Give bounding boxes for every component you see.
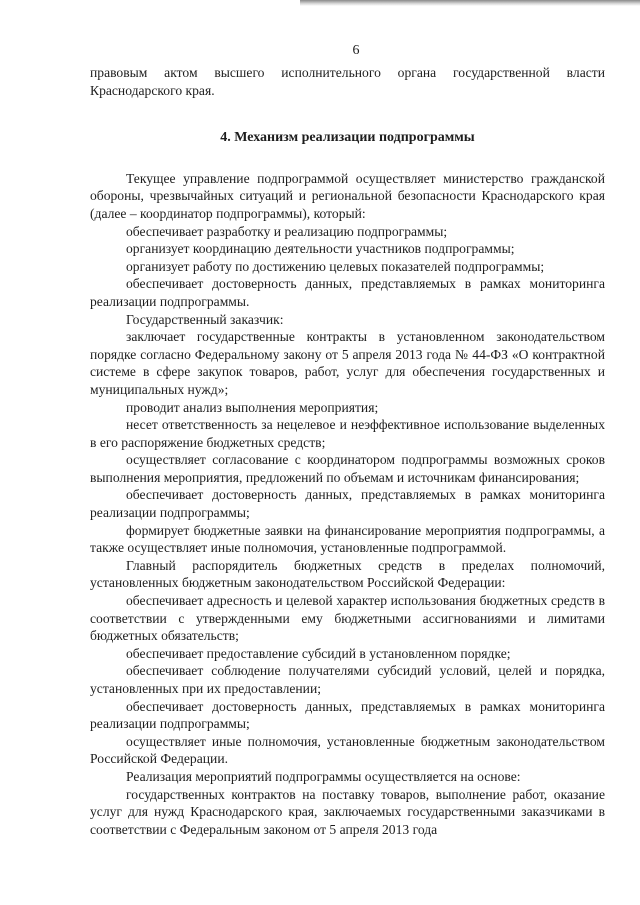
paragraph: обеспечивает адресность и целевой характер использования бюджетных средств в соответствии с утвержденными ему бюджетными ассигнованиями и лимитами бюджетных обязательств; [90, 593, 605, 644]
paragraph: формирует бюджетные заявки на финансирование мероприятия подпрограммы, а также осуществляет иные полномочия, установленные подпрограммой. [90, 522, 605, 556]
paragraph: организует работу по достижению целевых показателей подпрограммы; [126, 258, 545, 274]
paragraph: проводит анализ выполнения мероприятия; [126, 399, 379, 415]
paragraph: организует координацию деятельности участников подпрограммы; [126, 241, 515, 257]
paragraph: обеспечивает достоверность данных, представляемых в рамках мониторинга реализации подпрограммы; [90, 698, 605, 732]
paragraph: Главный распорядитель бюджетных средств в пределах полномочий, установленных бюджетным законодательством Российской Федерации: [90, 557, 605, 591]
paragraph: обеспечивает разработку и реализацию подпрограммы; [126, 223, 448, 239]
paragraph: осуществляет иные полномочия, установленные бюджетным законодательством Российской Федерации. [90, 733, 605, 767]
paragraph: обеспечивает предоставление субсидий в установленном порядке; [126, 645, 511, 661]
section-heading: 4. Механизм реализации подпрограммы [220, 130, 475, 146]
paragraph: обеспечивает соблюдение получателями субсидий условий, целей и порядка, установленных при их предоставлении; [90, 663, 605, 696]
scan-edge-shadow [300, 0, 640, 6]
paragraph: Реализация мероприятий подпрограммы осуществляется на основе: [126, 768, 521, 784]
paragraph: государственных контрактов на поставку товаров, выполнение работ, оказание услуг для нужд Краснодарского края, заключаемых государственными заказчиками в соответствии с Федеральным законом от 5 апреля 2013 года [90, 786, 605, 837]
paragraph: обеспечивает достоверность данных, представляемых в рамках мониторинга реализации подпрограммы; [90, 487, 605, 521]
paragraph: обеспечивает достоверность данных, представляемых в рамках мониторинга реализации подпрограммы. [90, 276, 605, 309]
document-body [90, 64, 605, 838]
paragraph: осуществляет согласование с координатором подпрограммы возможных сроков выполнения мероприятия, предложений по объемам и источникам финансирования; [90, 452, 605, 485]
paragraph: Текущее управление подпрограммой осуществляет министерство гражданской обороны, чрезвычайных ситуаций и региональной безопасности Краснодарского края (далее – координатор подпрограммы), который: [90, 170, 605, 221]
paragraph: несет ответственность за нецелевое и неэффективное использование выделенных в его распоряжение бюджетных средств; [90, 417, 605, 450]
paragraph: Государственный заказчик: [126, 311, 284, 327]
intro-paragraph: правовым актом высшего исполнительного органа государственной власти Краснодарского края. [90, 65, 605, 98]
page-number: 6 [352, 43, 360, 58]
paragraph: заключает государственные контракты в установленном законодательством порядке согласно Федеральному закону от 5 апреля 2013 года № 44-ФЗ «О контрактной системе в сфере закупок товаров, работ, услуг для обеспечения государственных и муниципальных нужд»; [90, 329, 605, 397]
